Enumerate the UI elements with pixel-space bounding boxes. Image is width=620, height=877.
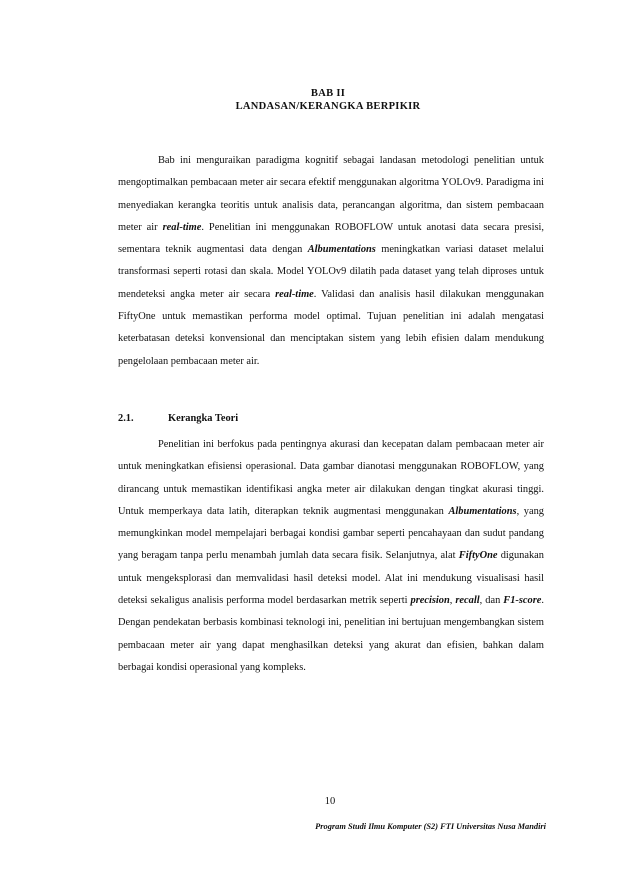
- intro-text-4: . Validasi dan analisis hasil dilakukan menggunakan FiftyOne untuk memastikan performa model optimal. Tujuan penelitian ini adalah mengatasi keterbatasan deteksi konvensional dan menciptakan sistem yang lebih efisien dalam mendukung pengelolaan pembacaan meter air.: [118, 288, 545, 367]
- intro-emphasis-realtime-1: real-time: [162, 221, 202, 233]
- body-text-2: , yang memungkinkan model mempelajari berbagai kondisi gambar seperti pencahayaan dan sudut pandang yang beragam tanpa perlu menambah jumlah data secara fisik. Selanjutnya, alat: [118, 505, 544, 562]
- chapter-number: BAB II: [310, 88, 346, 99]
- intro-emphasis-albumentations: Albumentations: [307, 244, 376, 256]
- body-text-3: digunakan untuk mengeksplorasi dan memvalidasi hasil deteksi model. Alat ini mendukung visualisasi hasil deteksi sekaligus analisis performa model berdasarkan metrik seperti: [118, 550, 544, 607]
- intro-text-3: meningkatkan variasi dataset melalui transformasi seperti rotasi dan skala. Model YOLOv9 dilatih pada dataset yang telah diproses untuk mendeteksi angka meter air secara: [118, 244, 544, 300]
- page-number: 10: [324, 796, 336, 807]
- intro-paragraph: [118, 150, 544, 373]
- body-text-1: Penelitian ini berfokus pada pentingnya akurasi dan kecepatan dalam pembacaan meter air untuk meningkatkan efisiensi operasional. Data gambar dianotasi menggunakan ROBOFLOW, yang dirancang untuk memastikan identifikasi angka meter air dilakukan dengan tingkat akurasi tinggi. Untuk memperkaya data latih, diterapkan teknik augmentasi menggunakan: [118, 439, 544, 517]
- page-footer: Program Studi Ilmu Komputer (S2) FTI Universitas Nusa Mandiri: [315, 822, 546, 831]
- body-text-6: . Dengan pendekatan berbasis kombinasi teknologi ini, penelitian ini bertujuan mengembangkan sistem pembacaan meter air yang dapat menghasilkan deteksi yang akurat dan efisien, bahkan dalam berbagai kondisi operasional yang kompleks.: [118, 595, 544, 673]
- intro-text-2: . Penelitian ini menggunakan ROBOFLOW untuk anotasi data secara presisi, sementara teknik augmentasi data dengan: [118, 221, 545, 256]
- section-title: Kerangka Teori: [168, 413, 239, 424]
- intro-emphasis-realtime-2: real-time: [275, 288, 314, 300]
- body-emphasis-f1-score: F1-score: [503, 595, 542, 607]
- body-emphasis-recall: recall: [455, 595, 480, 607]
- section-number: 2.1.: [118, 413, 134, 424]
- body-emphasis-precision: precision: [410, 595, 450, 607]
- section-heading: [118, 413, 238, 424]
- body-text-4: ,: [449, 595, 456, 607]
- body-text-5: , dan: [479, 595, 504, 607]
- body-emphasis-fiftyone: FiftyOne: [458, 550, 498, 562]
- chapter-title: LANDASAN/KERANGKA BERPIKIR: [235, 101, 421, 112]
- intro-text-1: Bab ini menguraikan paradigma kognitif sebagai landasan metodologi penelitian untuk mengoptimalkan pembacaan meter air secara efektif menggunakan algoritma YOLOv9. Paradigma ini menyediakan kerangka teoritis untuk analisis data, perancangan algoritma, dan sistem pembacaan meter air: [118, 155, 544, 233]
- body-emphasis-albumentations: Albumentations: [448, 505, 517, 517]
- body-paragraph: [118, 434, 544, 679]
